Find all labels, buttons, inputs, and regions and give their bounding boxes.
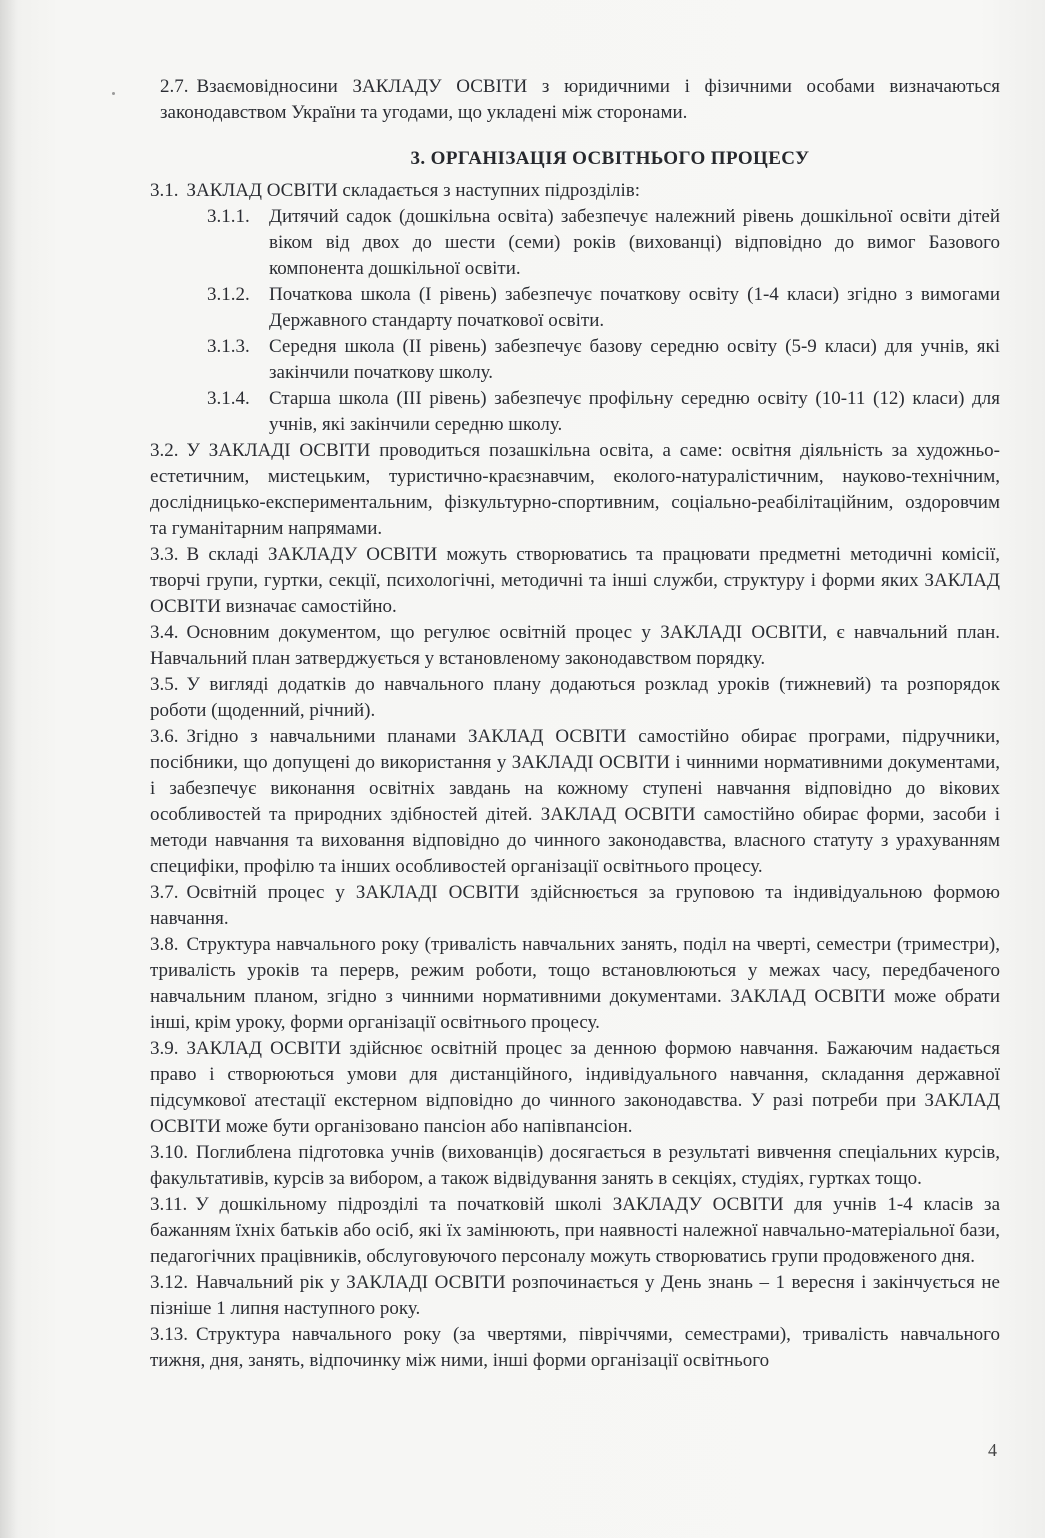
paragraph-number: 3.7. [150, 882, 179, 903]
paragraph-number: 3.3. [150, 544, 179, 565]
paragraph-3-6 [150, 724, 1000, 880]
subitem-text: Дитячий садок (дошкільна освіта) забезпечує належний рівень дошкільної освіти дітей віком від двох до шести (семи) років (вихованці) відповідно до вимог Базового компонента дошкільної освіти. [269, 206, 1000, 279]
paragraph-text: Структура навчального року (тривалість навчальних занять, поділ на чверті, семестри (триместри), тривалість уроків та перерв, режим роботи, тощо встановлюються у межах часу, передбаченого навчальним планом, згідно з чинними нормативними документами. ЗАКЛАД ОСВІТИ може обрати інші, крім уроку, форми організації освітнього процесу. [150, 934, 1000, 1033]
paragraph-3-8 [150, 932, 1000, 1036]
paragraph-3-2 [150, 438, 1000, 542]
paragraph-text: Взаємовідносини ЗАКЛАДУ ОСВІТИ з юридичними і фізичними особами визначаються законодавством України та угодами, що укладені між сторонами. [160, 76, 1000, 123]
paragraph-text: Навчальний рік у ЗАКЛАДІ ОСВІТИ розпочинається у День знань – 1 вересня і закінчується не пізніше 1 липня наступного року. [150, 1272, 1000, 1319]
subitem-text: Середня школа (ІІ рівень) забезпечує базову середню освіту (5-9 класи) для учнів, які закінчили початкову школу. [269, 336, 1000, 383]
paragraph-number: 3.5. [150, 674, 179, 695]
paragraph-number: 3.8. [150, 934, 179, 955]
paragraph-text: Освітній процес у ЗАКЛАДІ ОСВІТИ здійснюється за груповою та індивідуальною формою навчання. [150, 882, 1000, 929]
paragraph-text: Структура навчального року (за чвертями, півріччями, семестрами), тривалість навчального тижня, дня, занять, відпочинку між ними, інші форми організації освітнього [150, 1324, 1000, 1371]
paragraph-number: 3.9. [150, 1038, 179, 1059]
paragraph-2-7 [160, 74, 1000, 126]
subitem-number: 3.1.1. [207, 206, 250, 227]
paragraph-text: У ЗАКЛАДІ ОСВІТИ проводиться позашкільна освіта, а саме: освітня діяльність за художньо-естетичним, мистецьким, туристично-краєзнавчим, еколого-натуралістичним, науково-технічним, дослідницько-експериментальним, фізкультурно-спортивним, соціально-реабілітаційним, оздоровчим та гуманітарним напрямами. [150, 440, 1000, 539]
subitem-text: Початкова школа (І рівень) забезпечує початкову освіту (1-4 класи) згідно з вимогами Державного стандарту початкової освіти. [269, 284, 1000, 331]
paragraph-text: Поглиблена підготовка учнів (вихованців) досягається в результаті вивчення спеціальних курсів, факультативів, курсів за вибором, а також відвідування занять в секціях, студіях, гуртках тощо. [150, 1142, 1000, 1189]
paragraph-3-11 [150, 1192, 1000, 1270]
subitem-number: 3.1.3. [207, 336, 250, 357]
subitem-3-1-1 [207, 204, 1000, 282]
paragraph-text: У дошкільному підрозділі та початковій школі ЗАКЛАДУ ОСВІТИ для учнів 1-4 класів за бажанням їхніх батьків або осіб, які їх замінюють, при наявності належної навчально-матеріальної бази, педагогічних працівників, обслуговуючого персоналу можуть створюватись групи продовженого дня. [150, 1194, 1000, 1267]
scan-speck [112, 92, 115, 95]
paragraph-text: ЗАКЛАД ОСВІТИ здійснює освітній процес за денною формою навчання. Бажаючим надається право і створюються умови для дистанційного, індивідуального навчання, складання державної підсумкової атестації екстерном відповідно до чинного законодавства. У разі потреби при ЗАКЛАД ОСВІТИ може бути організовано пансіон або напівпансіон. [150, 1038, 1000, 1137]
paragraph-3-10 [150, 1140, 1000, 1192]
subitem-number: 3.1.2. [207, 284, 250, 305]
paragraph-number: 3.2. [150, 440, 179, 461]
paragraph-number: 3.10. [150, 1142, 188, 1163]
subitem-number: 3.1.4. [207, 388, 250, 409]
paragraph-number: 3.1. [150, 180, 179, 201]
paragraph-3-3 [150, 542, 1000, 620]
paragraph-number: 3.4. [150, 622, 179, 643]
paragraph-text: У вигляді додатків до навчального плану додаються розклад уроків (тижневий) та розпорядок роботи (щоденний, річний). [150, 674, 1000, 721]
subitem-3-1-2 [207, 282, 1000, 334]
subitem-3-1-3 [207, 334, 1000, 386]
paragraph-number: 3.11. [150, 1194, 188, 1215]
paragraph-3-13 [150, 1322, 1000, 1374]
paragraph-number: 3.12. [150, 1272, 188, 1293]
document-body [150, 74, 1000, 1374]
paragraph-number: 3.6. [150, 726, 179, 747]
subitem-3-1-4 [207, 386, 1000, 438]
page-number: 4 [988, 1440, 997, 1460]
paragraph-text: В складі ЗАКЛАДУ ОСВІТИ можуть створюватись та працювати предметні методичні комісії, творчі групи, гуртки, секції, психологічні, методичні та інші служби, структуру і форми яких ЗАКЛАД ОСВІТИ визначає самостійно. [150, 544, 1000, 617]
paragraph-3-7 [150, 880, 1000, 932]
paragraph-number: 3.13. [150, 1324, 188, 1345]
paragraph-3-5 [150, 672, 1000, 724]
paragraph-text: Основним документом, що регулює освітній процес у ЗАКЛАДІ ОСВІТИ, є навчальний план. Навчальний план затверджується у встановленому законодавством порядку. [150, 622, 1000, 669]
paragraph-3-1 [150, 178, 1000, 204]
paragraph-3-4 [150, 620, 1000, 672]
section-heading: 3. ОРГАНІЗАЦІЯ ОСВІТНЬОГО ПРОЦЕСУ [410, 148, 810, 169]
paragraph-text: Згідно з навчальними планами ЗАКЛАД ОСВІТИ самостійно обирає програми, підручники, посібники, що допущені до використання у ЗАКЛАДІ ОСВІТИ і чинними нормативними документами, і забезпечує виконання освітніх завдань на кожному ступені навчання відповідно до вікових особливостей та природних здібностей дітей. ЗАКЛАД ОСВІТИ самостійно обирає форми, засоби і методи навчання та виховання відповідно до чинного законодавства, власного статуту з урахуванням специфіки, профілю та інших особливостей організації освітнього процесу. [150, 726, 1000, 877]
paragraph-number: 2.7. [160, 76, 189, 97]
paragraph-text: ЗАКЛАД ОСВІТИ складається з наступних підрозділів: [186, 180, 640, 201]
subitem-text: Старша школа (ІІІ рівень) забезпечує профільну середню освіту (10-11 (12) класи) для учнів, які закінчили середню школу. [269, 388, 1000, 435]
paragraph-3-9 [150, 1036, 1000, 1140]
paragraph-3-12 [150, 1270, 1000, 1322]
